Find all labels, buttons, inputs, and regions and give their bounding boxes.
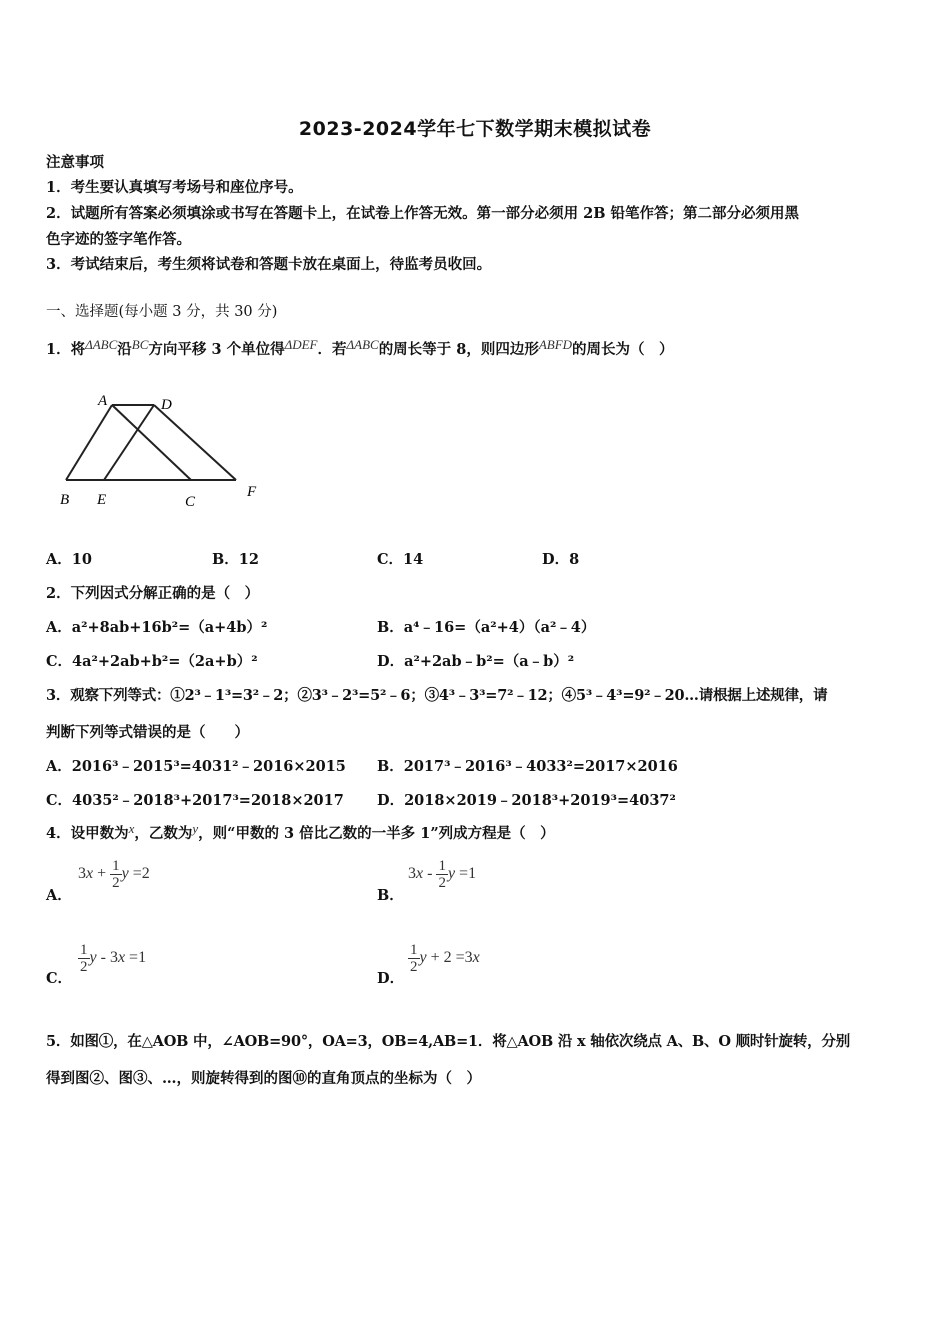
label-c: C bbox=[185, 494, 196, 510]
segment-df bbox=[154, 405, 236, 480]
label-f: F bbox=[247, 484, 257, 500]
q4-option-d-letter: D． bbox=[377, 970, 405, 987]
q2-option-b: B．a⁴﹣16=（a²+4）（a²﹣4） bbox=[377, 619, 596, 636]
question-1-stem: 1．将ΔABC沿BC方向平移 3 个单位得ΔDEF．若ΔABC的周长等于 8，则四边形ABFD的周长为（ ） bbox=[46, 337, 674, 358]
q2-option-d: D．a²+2ab﹣b²=（a﹣b）² bbox=[377, 653, 575, 670]
label-b: B bbox=[60, 492, 70, 508]
question-2-stem: 2．下列因式分解正确的是（ ） bbox=[46, 585, 260, 602]
q4-option-c-equation: $\frac{1}{2}$ y - 3x =1 bbox=[80, 942, 147, 975]
segment-de bbox=[104, 405, 154, 480]
q3-option-a: A．2016³﹣2015³=4031²﹣2016×2015 bbox=[46, 758, 346, 775]
question-3-stem: 3．观察下列等式：①2³﹣1³=3²﹣2；②3³﹣2³=5²﹣6；③4³﹣3³=7²﹣12；④5³﹣4³=9²﹣20…请根据上述规律，请 bbox=[46, 687, 828, 704]
q4-option-b-letter: B． bbox=[377, 887, 404, 904]
label-d: D bbox=[161, 397, 172, 413]
section-heading: 一、选择题(每小题 3 分，共 30 分) bbox=[46, 304, 278, 320]
notice-item: 2．试题所有答案必须填涂或书写在答题卡上，在试卷上作答无效。第一部分必须用 2B 铅笔作答；第二部分必须用黑 bbox=[46, 205, 800, 222]
question-3-stem-cont: 判断下列等式错误的是（ ） bbox=[46, 724, 249, 741]
q1-option-b: B．12 bbox=[212, 551, 259, 568]
q4-option-c-letter: C． bbox=[46, 970, 73, 987]
q3-option-d: D．2018×2019﹣2018³+2019³=4037² bbox=[377, 792, 676, 809]
notice-heading: 注意事项 bbox=[46, 154, 104, 171]
notice-item: 1．考生要认真填写考场号和座位序号。 bbox=[46, 179, 303, 196]
translation-figure bbox=[46, 388, 266, 513]
notice-item: 色字迹的签字笔作答。 bbox=[46, 231, 191, 248]
q3-option-c: C．4035²﹣2018³+2017³=2018×2017 bbox=[46, 792, 344, 809]
q4-option-d-equation: $\frac{1}{2}$ y + 2 =3x bbox=[410, 942, 480, 975]
label-a: A bbox=[98, 393, 108, 409]
q4-option-a-equation: 3x + $\frac{1}{2}$ y =2 bbox=[78, 858, 150, 891]
question-4-stem: 4．设甲数为x，乙数为y，则“甲数的 3 倍比乙数的一半多 1”列成方程是（ ） bbox=[46, 821, 555, 842]
q1-option-c: C．14 bbox=[377, 551, 424, 568]
q1-option-d: D．8 bbox=[542, 551, 580, 568]
segment-ac bbox=[112, 405, 191, 480]
question-5-stem: 5．如图①，在△AOB 中，∠AOB=90°，OA=3，OB=4,AB=1．将△AOB 沿 x 轴依次绕点 A、B、O 顺时针旋转，分别 bbox=[46, 1033, 851, 1050]
notice-item: 3．考试结束后，考生须将试卷和答题卡放在桌面上，待监考员收回。 bbox=[46, 256, 492, 273]
question-5-stem-cont: 得到图②、图③、…，则旋转得到的图⑩的直角顶点的坐标为（ ） bbox=[46, 1070, 481, 1087]
label-e: E bbox=[97, 492, 107, 508]
q3-option-b: B．2017³﹣2016³﹣4033²=2017×2016 bbox=[377, 758, 678, 775]
q2-option-a: A．a²+8ab+16b²=（a+4b）² bbox=[46, 619, 268, 636]
q2-option-c: C．4a²+2ab+b²=（2a+b）² bbox=[46, 653, 258, 670]
q1-option-a: A．10 bbox=[46, 551, 92, 568]
page-title: 2023-2024学年七下数学期末模拟试卷 bbox=[298, 118, 652, 140]
q4-option-b-equation: 3x - $\frac{1}{2}$ y =1 bbox=[408, 858, 477, 891]
q4-option-a-letter: A． bbox=[46, 887, 72, 904]
segment-ab bbox=[66, 405, 112, 480]
